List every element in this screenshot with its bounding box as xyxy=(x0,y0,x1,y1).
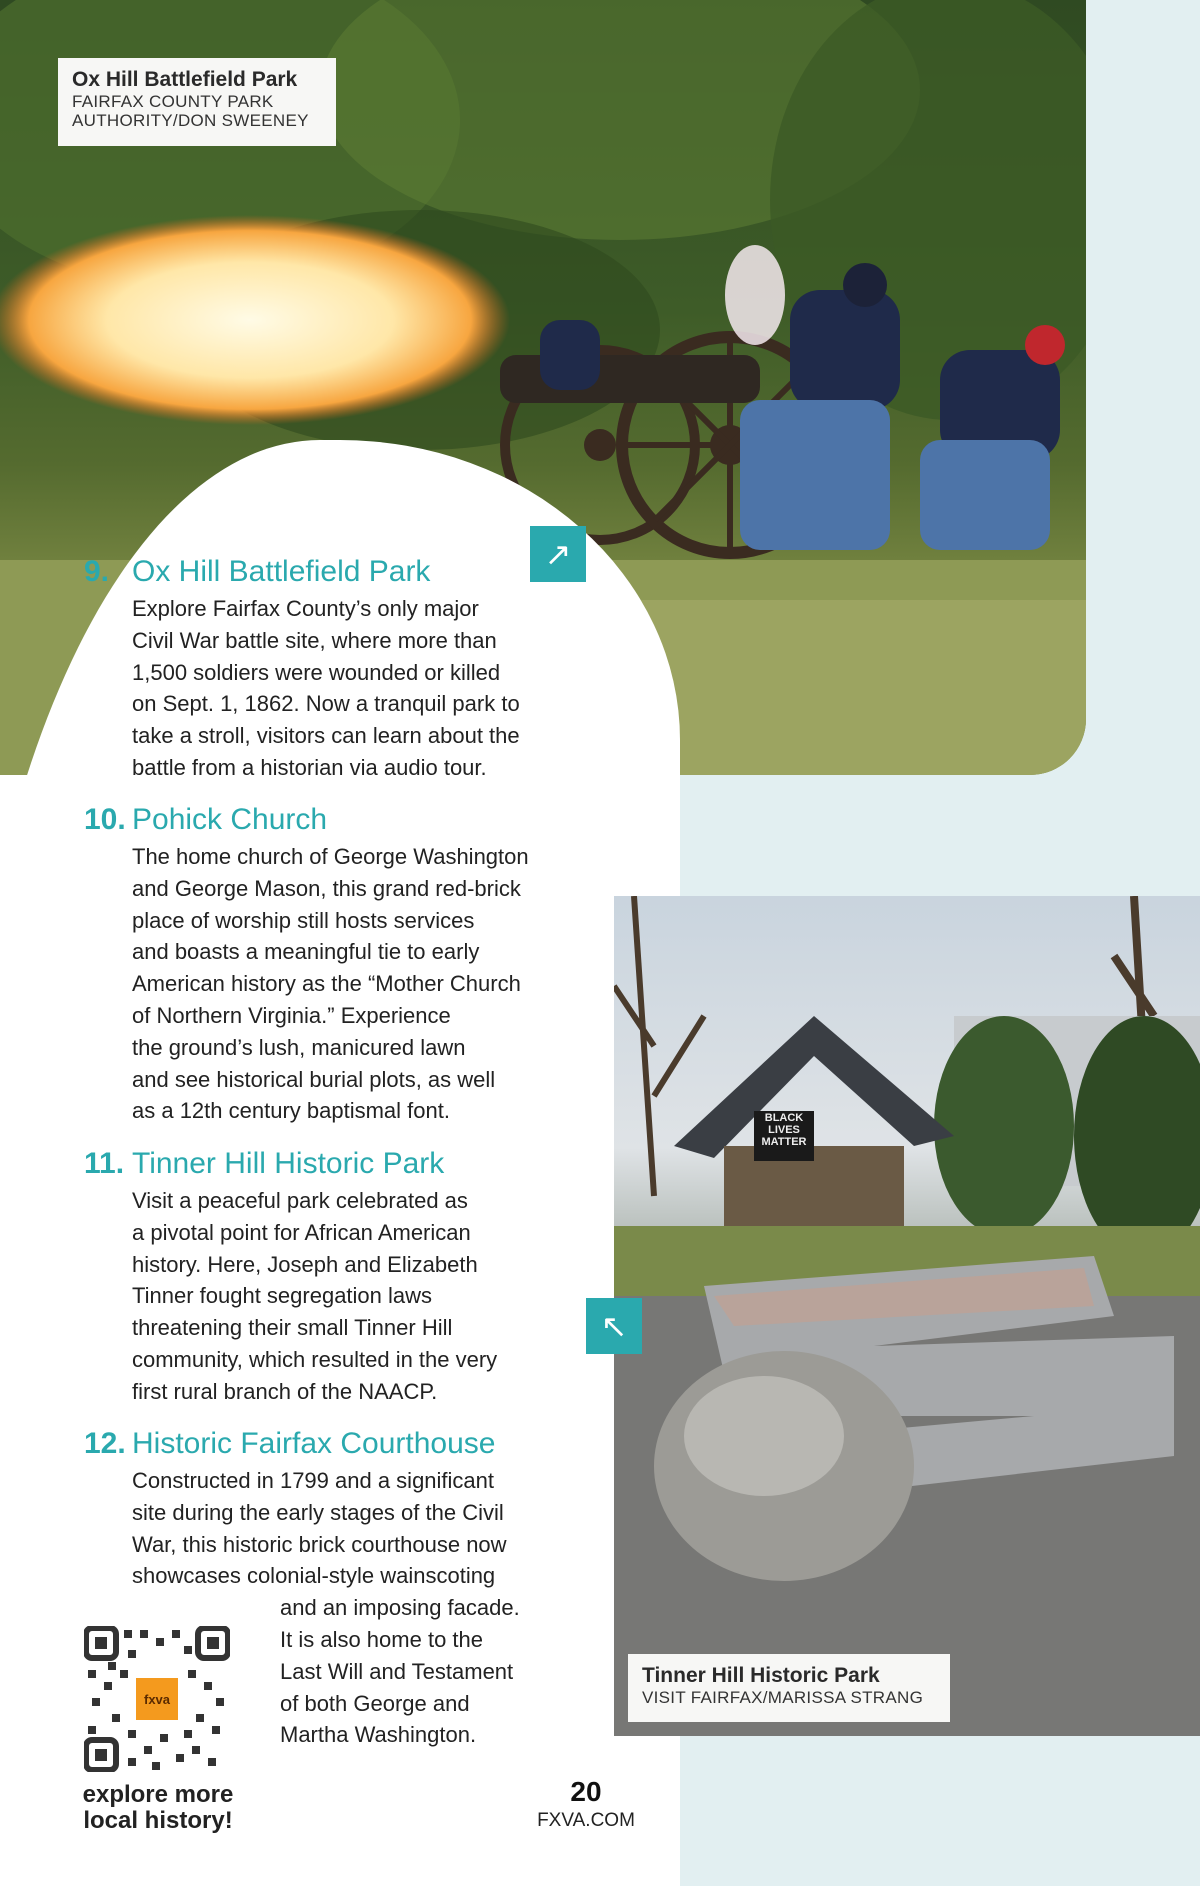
entry-number: 12. xyxy=(84,1427,126,1460)
entry-title[interactable]: Tinner Hill Historic Park xyxy=(132,1147,445,1180)
entry-title[interactable]: Ox Hill Battlefield Park xyxy=(132,555,431,588)
entry-body: Explore Fairfax County’s only major Civil War battle site, where more than 1,500 soldiers were wounded or killed on Sept. 1, 1862. Now a tranquil park to take a stroll, visitors can learn about the battle from a historian via audio tour. xyxy=(132,596,520,780)
qr-code[interactable] xyxy=(84,1626,230,1772)
caption-credit: AUTHORITY/DON SWEENEY xyxy=(72,111,309,130)
entry-body: Visit a peaceful park celebrated as a pivotal point for African American history. Here, Joseph and Elizabeth Tinner fought segregation laws threatening their small Tinner Hill community, which resulted in the very first rural branch of the NAACP. xyxy=(132,1188,498,1404)
photo-caption-bottom xyxy=(628,1654,950,1722)
tinner-hill-photo xyxy=(614,896,1200,1736)
qr-call-to-action: explore more local history! xyxy=(82,1781,234,1834)
arrow-up-right-icon[interactable]: ↗ xyxy=(530,526,586,582)
caption-credit: VISIT FAIRFAX/MARISSA STRANG xyxy=(642,1688,924,1707)
site-url[interactable]: FXVA.COM xyxy=(537,1810,635,1831)
caption-title: Ox Hill Battlefield Park xyxy=(72,68,298,91)
entry-number: 11. xyxy=(84,1147,125,1180)
fxva-logo: fxva xyxy=(136,1678,178,1720)
entry-body: The home church of George Washington and George Mason, this grand red-brick place of worship still hosts services and boasts a meaningful tie to early American history as the “Mother Church of Northern Virginia.” Experience the ground’s lush, manicured lawn and see historical burial plots, as well as a 12th century baptismal font. xyxy=(132,844,529,1124)
entry-body: Constructed in 1799 and a significant site during the early stages of the Civil War, this historic brick courthouse now showcases colonial-style wainscoting and an imposing facade. It is also home to the Last Will and Testament of both George and Martha Washington. xyxy=(132,1468,520,1748)
entry-title[interactable]: Pohick Church xyxy=(132,803,328,836)
caption-credit: FAIRFAX COUNTY PARK xyxy=(72,92,274,111)
entry-title[interactable]: Historic Fairfax Courthouse xyxy=(132,1427,496,1460)
entry-number: 10. xyxy=(84,803,126,836)
tinner-hill-photo-art xyxy=(614,896,1200,1736)
photo-caption-top xyxy=(58,58,336,146)
arrow-up-left-icon[interactable]: ↖ xyxy=(586,1298,642,1354)
entry-number: 9. xyxy=(84,555,110,588)
caption-title: Tinner Hill Historic Park xyxy=(642,1664,880,1687)
page-number: 20 xyxy=(570,1776,602,1807)
sign-text: BLACK LIVES MATTER xyxy=(761,1112,807,1148)
